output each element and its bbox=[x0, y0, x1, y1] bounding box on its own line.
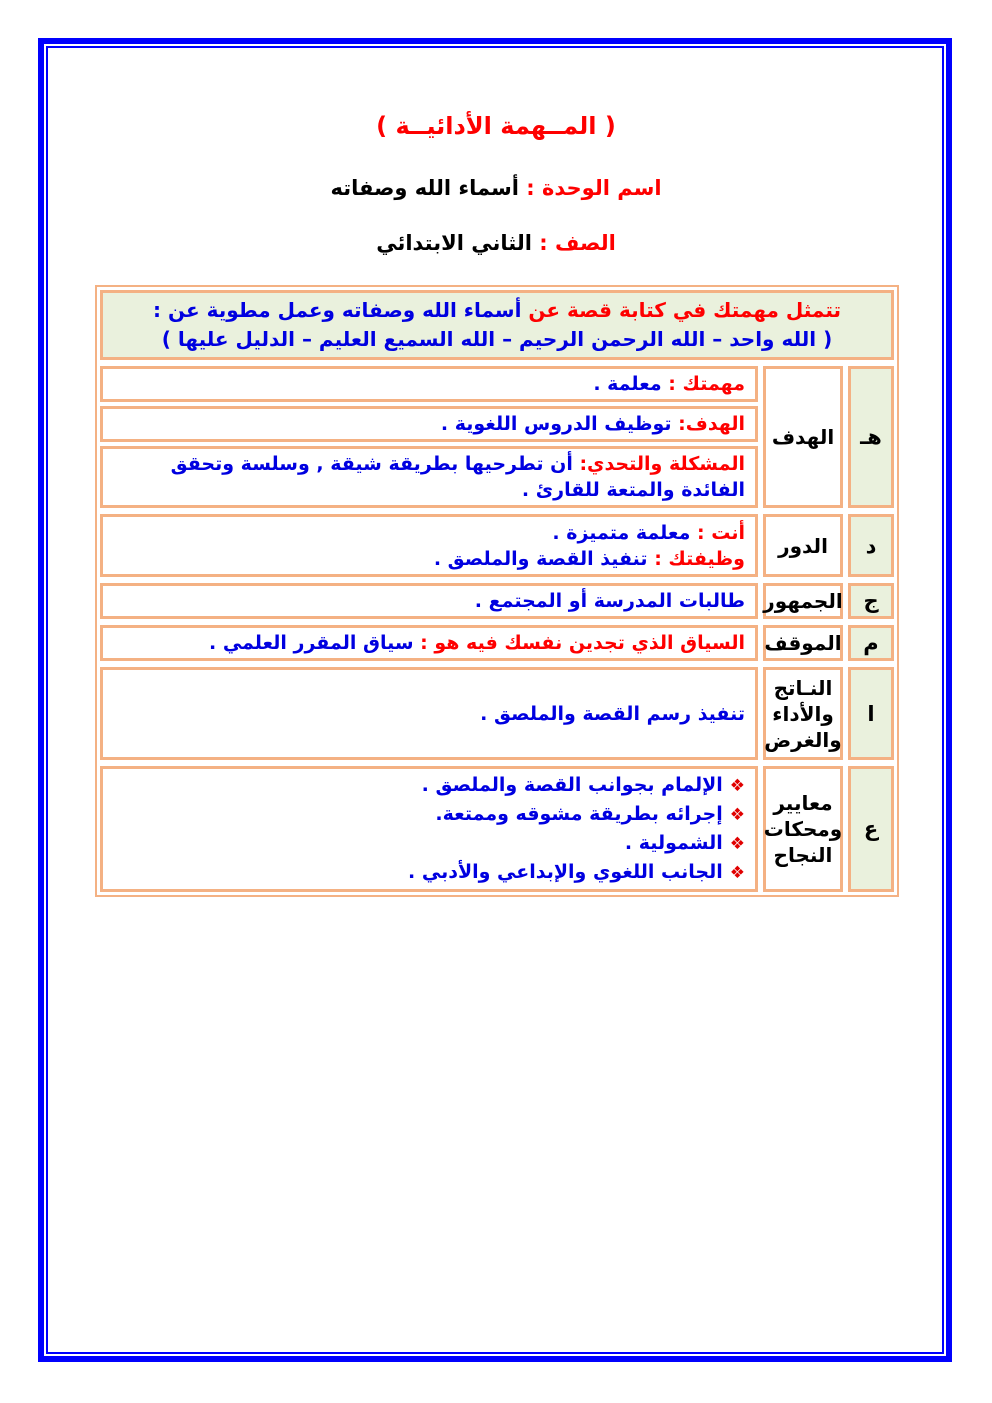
section-product-letter: ا bbox=[848, 667, 894, 760]
section-goal-label: الهدف bbox=[763, 366, 843, 508]
section-situation-label: الموقف bbox=[763, 625, 843, 661]
goal-row-objective bbox=[100, 406, 758, 442]
goal-row-objective-key: الهدف: bbox=[671, 413, 745, 435]
section-goal-content bbox=[100, 366, 758, 508]
goal-row-challenge bbox=[100, 446, 758, 508]
task-description-box bbox=[100, 290, 894, 360]
section-goal-letter: هـ bbox=[848, 366, 894, 508]
section-criteria bbox=[100, 766, 894, 892]
unit-name-label: اسم الوحدة : bbox=[518, 176, 662, 200]
product-row-box bbox=[100, 667, 758, 760]
unit-name-line bbox=[0, 176, 992, 200]
diamond-bullet-icon: ❖ bbox=[729, 863, 745, 883]
role-row-you-value: معلمة متميزة . bbox=[552, 521, 691, 544]
audience-row-box bbox=[100, 583, 758, 619]
section-role-content bbox=[100, 514, 758, 577]
diamond-bullet-icon: ❖ bbox=[729, 776, 745, 796]
section-role-label: الدور bbox=[763, 514, 843, 577]
product-row-value: تنفيذ رسم القصة والملصق . bbox=[480, 702, 745, 725]
criteria-bullet-1-text: الإلمام بجوانب القصة والملصق . bbox=[421, 774, 723, 796]
grade-line bbox=[0, 231, 992, 255]
section-criteria-label: معايير ومحكات النجاح bbox=[763, 766, 843, 892]
criteria-bullet-3-text: الشمولية . bbox=[624, 832, 723, 854]
section-product bbox=[100, 667, 894, 760]
section-criteria-content bbox=[100, 766, 758, 892]
diamond-bullet-icon: ❖ bbox=[729, 805, 745, 825]
grade-value: الثاني الابتدائي bbox=[376, 231, 532, 255]
task-description-line2: ( الله واحد – الله الرحمن الرحيم – الله السميع العليم – الدليل عليها ) bbox=[161, 327, 833, 351]
goal-row-objective-value: توظيف الدروس اللغوية . bbox=[440, 413, 672, 435]
section-role bbox=[100, 514, 894, 577]
situation-row-value: سياق المقرر العلمي . bbox=[208, 632, 414, 654]
page-title: ( المــهمة الأدائيــة ) bbox=[376, 112, 616, 140]
criteria-bullet-2-text: إجرائه بطريقة مشوقه وممتعة. bbox=[435, 803, 723, 825]
section-goal bbox=[100, 366, 894, 508]
criteria-bullet-4 bbox=[113, 858, 745, 887]
performance-task-table bbox=[95, 285, 899, 897]
section-product-content bbox=[100, 667, 758, 760]
criteria-bullet-1 bbox=[113, 771, 745, 800]
criteria-bullet-2 bbox=[113, 800, 745, 829]
task-line1-red: تتمثل مهمتك في كتابة قصة عن bbox=[521, 298, 841, 322]
task-description-line1 bbox=[109, 296, 885, 325]
role-row-job-value: تنفيذ القصة والملصق . bbox=[433, 547, 648, 570]
section-situation bbox=[100, 625, 894, 661]
section-product-label: النـاتج والأداء والغرض bbox=[763, 667, 843, 760]
section-role-letter: د bbox=[848, 514, 894, 577]
criteria-bullet-3 bbox=[113, 829, 745, 858]
role-rows-box bbox=[100, 514, 758, 577]
section-audience-label: الجمهور bbox=[763, 583, 843, 619]
goal-row-challenge-value: أن تطرحيها بطريقة شيقة , وسلسة وتحقق الفائدة والمتعة للقارئ . bbox=[170, 453, 745, 501]
section-situation-content bbox=[100, 625, 758, 661]
situation-row-key: السياق الذي تجدين نفسك فيه هو : bbox=[413, 632, 745, 654]
section-situation-letter: م bbox=[848, 625, 894, 661]
criteria-bullet-4-text: الجانب اللغوي والإبداعي والأدبي . bbox=[408, 861, 723, 883]
task-line1-blue: أسماء الله وصفاته وعمل مطوية عن : bbox=[153, 298, 522, 322]
role-row-you bbox=[113, 520, 745, 546]
situation-row-box bbox=[100, 625, 758, 661]
section-audience-content bbox=[100, 583, 758, 619]
section-criteria-letter: ع bbox=[848, 766, 894, 892]
section-audience-letter: ج bbox=[848, 583, 894, 619]
goal-row-mission-key: مهمتك : bbox=[661, 373, 745, 395]
goal-row-mission-value: معلمة . bbox=[593, 373, 662, 395]
grade-label: الصف : bbox=[531, 231, 616, 255]
audience-row-value: طالبات المدرسة أو المجتمع . bbox=[474, 590, 745, 612]
goal-row-challenge-key: المشكلة والتحدي: bbox=[572, 453, 745, 475]
section-audience bbox=[100, 583, 894, 619]
role-row-job bbox=[113, 546, 745, 572]
criteria-bullets-box bbox=[100, 766, 758, 892]
unit-name-value: أسماء الله وصفاته bbox=[330, 176, 519, 200]
diamond-bullet-icon: ❖ bbox=[729, 834, 745, 854]
goal-row-mission bbox=[100, 366, 758, 402]
role-row-you-key: أنت : bbox=[690, 521, 745, 544]
role-row-job-key: وظيفتك : bbox=[647, 547, 745, 570]
